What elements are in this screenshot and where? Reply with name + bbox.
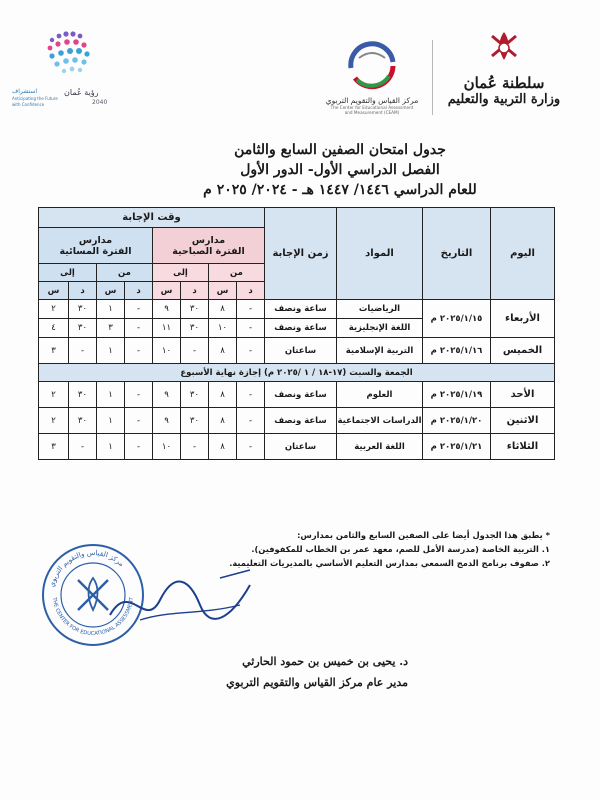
cell: -: [237, 319, 265, 338]
header-evening-from: من: [97, 264, 153, 282]
header-unit: س: [209, 282, 237, 300]
cell: -: [237, 408, 265, 434]
cell: -: [237, 338, 265, 364]
stamp-ring-text-ar: مركز القياس والتقويم التربوي: [47, 548, 126, 589]
ministry-logo: [434, 26, 574, 118]
header-morning-group: مدارس الفترة الصباحية: [153, 228, 265, 264]
cell: -: [125, 434, 153, 460]
vision-2040-logo: [12, 26, 122, 116]
row-day: الخميس: [491, 338, 555, 364]
note-line: ١. التربية الخاصة (مدرسة الأمل للصم، معهد عمر بن الخطاب للمكفوفين).: [251, 544, 550, 554]
cell: -: [69, 338, 97, 364]
ceam-ring-icon: [345, 38, 399, 92]
cell: ٣٠: [181, 382, 209, 408]
cell: -: [237, 382, 265, 408]
title-line2: الفصل الدراسي الأول- الدور الأول: [240, 162, 440, 178]
cell: ٢: [39, 408, 69, 434]
cell: ٣٠: [69, 319, 97, 338]
header-unit: د: [181, 282, 209, 300]
row-duration: ساعة ونصف: [265, 319, 337, 338]
cell: ٣٠: [69, 300, 97, 319]
cell: -: [125, 300, 153, 319]
cell: ٣: [39, 434, 69, 460]
cell: ١٠: [153, 434, 181, 460]
document-titles: [140, 140, 540, 200]
cell: ٨: [209, 382, 237, 408]
cell: ٨: [209, 338, 237, 364]
row-subject: الرياضيات: [337, 300, 423, 319]
cell: ٨: [209, 300, 237, 319]
note-line: ٢. صفوف برنامج الدمج السمعي بمدارس التعليم الأساسي بالمديريات التعليمية.: [229, 558, 550, 568]
cell: ٣: [97, 319, 125, 338]
vision-slogan-ar: استشراف: [12, 88, 38, 95]
header-evening-to: إلى: [39, 264, 97, 282]
row-duration: ساعة ونصف: [265, 408, 337, 434]
handwritten-signature: [100, 560, 260, 640]
row-subject: اللغة الإنجليزية: [337, 319, 423, 338]
row-duration: ساعة ونصف: [265, 300, 337, 319]
row-duration: ساعة ونصف: [265, 382, 337, 408]
row-date: ٢٠٢٥/١/٢٠ م: [423, 408, 491, 434]
vision-dots-icon: [12, 26, 122, 88]
header-date: التاريخ: [423, 208, 491, 300]
cell: ٤: [39, 319, 69, 338]
header-unit: س: [97, 282, 125, 300]
row-subject: العلوم: [337, 382, 423, 408]
signatory-name: د. يحيى بن خميس بن حمود الحارثي: [242, 655, 408, 668]
cell: ١: [97, 300, 125, 319]
cell: ١٠: [153, 338, 181, 364]
cell: ١: [97, 338, 125, 364]
cell: ٢: [39, 300, 69, 319]
header-morning-to: إلى: [153, 264, 209, 282]
ministry-line1: سلطنة عُمان: [463, 74, 545, 92]
stamp-ring-text-en: THE CENTER FOR EDUCATIONAL ASSESSMENT: [51, 597, 135, 638]
cell: ٩: [153, 382, 181, 408]
row-subject: الدراسات الاجتماعية: [337, 408, 423, 434]
row-day: الاثنين: [491, 408, 555, 434]
cell: -: [125, 338, 153, 364]
cell: ١: [97, 408, 125, 434]
ceam-name-ar: مركز القياس والتقويم التربوي: [325, 96, 419, 105]
vision-slogan-en-2: with Confidence: [12, 102, 45, 107]
row-date: ٢٠٢٥/١/١٥ م: [423, 300, 491, 338]
cell: ١١: [153, 319, 181, 338]
cell: -: [125, 408, 153, 434]
title-line1: جدول امتحان الصفين السابع والثامن: [234, 142, 446, 158]
cell: ٢: [39, 382, 69, 408]
title-line3: للعام الدراسي ١٤٤٦/ ١٤٤٧ هـ - ٢٠٢٤/ ٢٠٢٥ م: [203, 182, 477, 198]
ministry-line2: وزارة التربية والتعليم: [447, 92, 561, 107]
cell: ٨: [209, 434, 237, 460]
header-unit: د: [125, 282, 153, 300]
cell: -: [237, 434, 265, 460]
cell: ١: [97, 434, 125, 460]
row-date: ٢٠٢٥/١/١٦ م: [423, 338, 491, 364]
cell: ٩: [153, 300, 181, 319]
cell: -: [69, 434, 97, 460]
cell: -: [125, 382, 153, 408]
cell: -: [181, 434, 209, 460]
weekend-note: الجمعة والسبت (١٧-١٨ / ١ /٢٠٢٥ م) إجازة نهاية الأسبوع: [39, 364, 555, 382]
cell: ٣٠: [69, 382, 97, 408]
cell: ٣: [39, 338, 69, 364]
row-day: الأربعاء: [491, 300, 555, 338]
header-answer-time: وقت الإجابة: [39, 208, 265, 228]
cell: -: [181, 338, 209, 364]
header-unit: د: [237, 282, 265, 300]
row-duration: ساعتان: [265, 434, 337, 460]
cell: -: [237, 300, 265, 319]
header-morning-from: من: [209, 264, 265, 282]
ceam-name-en-2: and Measurement (CEAM): [344, 110, 400, 115]
row-day: الأحد: [491, 382, 555, 408]
vision-text-ar: رؤية عُمان: [64, 88, 99, 97]
cell: ٨: [209, 408, 237, 434]
header-divider: [432, 40, 433, 115]
cell: ٣٠: [181, 319, 209, 338]
row-date: ٢٠٢٥/١/٢١ م: [423, 434, 491, 460]
ceam-logo: [322, 38, 422, 128]
row-day: الثلاثاء: [491, 434, 555, 460]
vision-year: 2040: [92, 99, 108, 106]
row-duration: ساعتان: [265, 338, 337, 364]
oman-emblem-icon: [484, 26, 524, 66]
cell: ٣٠: [181, 408, 209, 434]
signatory-title: مدير عام مركز القياس والتقويم التربوي: [226, 676, 408, 689]
header-subject: المواد: [337, 208, 423, 300]
cell: -: [125, 319, 153, 338]
cell: ١٠: [209, 319, 237, 338]
header-unit: د: [69, 282, 97, 300]
header-day: اليوم: [491, 208, 555, 300]
cell: ٩: [153, 408, 181, 434]
header-unit: س: [153, 282, 181, 300]
header-unit: س: [39, 282, 69, 300]
row-subject: اللغة العربية: [337, 434, 423, 460]
cell: ٣٠: [181, 300, 209, 319]
cell: ٣٠: [69, 408, 97, 434]
row-subject: التربية الإسلامية: [337, 338, 423, 364]
note-line: * يطبق هذا الجدول أيضا على الصفين السابع والثامن بمدارس:: [297, 530, 550, 540]
header-duration: زمن الإجابة: [265, 208, 337, 300]
vision-slogan-en-1: Anticipating the Future: [12, 96, 58, 101]
exam-schedule-table: [38, 207, 555, 460]
ceam-name-en-1: The Center for Educational Assessment: [330, 105, 414, 110]
header-evening-group: مدارس الفترة المسائية: [39, 228, 153, 264]
cell: ١: [97, 382, 125, 408]
row-date: ٢٠٢٥/١/١٩ م: [423, 382, 491, 408]
